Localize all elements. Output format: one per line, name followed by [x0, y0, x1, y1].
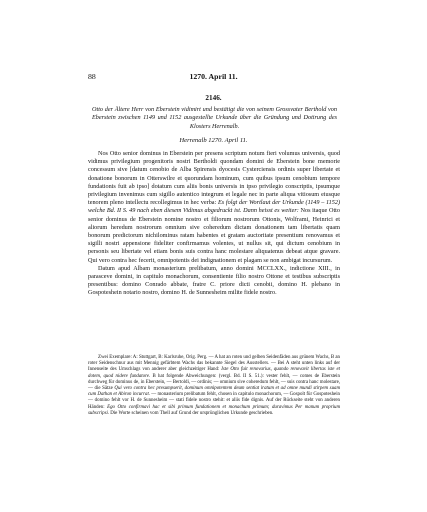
charter-text-part-2: Nos itaque Otto senior dominus de Eberstein nomine nostro et filiorum nostrorum Ottonis, Wolframi, Heinrici et aliorum heredum nostrorum omnium sive coheredum dictam donationem tam libertatis quam bonorum predictorum nichilominus ratam habentes et gratam auctoritate presentium renovamus et sigilli nostri appensione fideliter confirmamus volentes, ut nullus sit, qui dictum cenobium in personis seu libertate vel etiam bonis suis contra hanc molestare aliquatenus debeat atque gravare. Qui vero contra hec fecerit, omnipotentis dei indignationem et plagam se non ambigat incursurum. [88, 207, 340, 264]
dateline: Herrenalb 1270. April 11. [179, 137, 248, 144]
editorial-note: Es folgt der Wortlaut der Urkunde (1149 – 1152) welche Bd. II S. 49 nach eben diesem Vidimus abgedruckt ist. Dann heisst es weiter: [88, 199, 341, 215]
main-paragraph-2: Datum apud Albam monasterium prelibatum, anno domini MCCLXX., indictione XIII., in parasceve domini, in capitulo monachorum, consentiente filio nostro Ottone et testibus subscriptis presentibus: domino Conrado abbate, fratre C. priore dicti cenobii, domino H. plebano in Gospoteshein notario nostro, domino H. de Sunnesheim milite fidele nostro. [88, 264, 340, 297]
footnote-part-2: B hat folgende Abweichungen: (vergl. Bd. II S. 51.): vester fehlt, — comes de Eberstein durchweg für dominus de, in Eberstein, — Bertoldi, — ordinis; — omnium sive coheredum fehlt, — suis contra hanc molestare, — die Sätze [88, 373, 340, 392]
footnote-quote-3: Ego Otto confirmavi hac et sibi primum fundationem et monachum primum; duravimus Per manum proprium subscripsi. [88, 404, 340, 416]
footnote-quote-2: Qui vero contra hec presumpserit, dominum omnipotentem deum sentiat iratum et ad omne mundi stirpem suam cum Dathan et Abiron incurrat. [88, 386, 341, 398]
footnote-part-4: Die Worte scheinen vom Thell auf Grund der ursprünglichen Urkunde geschrieben. [109, 410, 274, 416]
main-paragraph-1 [88, 150, 340, 265]
page-number: 88 [88, 72, 96, 81]
regest-summary: Otto der Ältere Herr von Eberstein vidimirt und bestätigt die von seinem Grossvater Berthold von Eberstein zwischen 1149 und 1152 ausgestellte Urkunde über die Gründung und Dotirung des Klosters Herrenalb. [92, 106, 337, 130]
main-text [88, 150, 340, 298]
footnote-quote-1: Iste Otto fuit renovarius, quando renovavit libertas iste et dotem, quod nidere fundatore. [88, 367, 340, 379]
footnote-paragraph [88, 355, 340, 417]
footnote-part-3: — monasterium prelibatum fehlt, chosen in capitulo monachorum, — Gospolt für Gospoteshein — domino fehlt vor H. de Sunnesheim — stati fidele nostro stehit: et aliis fide dignis. Auf der Rückseite steht von anderen Händen: [88, 392, 341, 410]
document-number: 2146. [205, 94, 222, 102]
running-title: 1270. April 11. [189, 72, 238, 81]
charter-text-part-1: Nos Otto senior dominus in Eberstein per presens scriptum notum fieri volumus universis, quod vidimus privilegium progenitoris nostri Bertholdi quondam domini de Eberstein bone memorie concessum sive [datum cenobio de Alba Spirensis dyocesis Cysterciensis ordinis super libertate et donatione bonorum in Otterswilre et quorundam hominum, cum quibus ipsum cenobium tempore fundationis fuit ab ipso] dotatum cum aliis bonis universis in ipso privilegio conscriptis, ipsumque privilegium invenimus cum sigillo autentico integrum et legale nec in parte aliqua vitiosum eiusque tenorem pleno intellectu recollegimus in hec verba: [88, 150, 340, 207]
footnote [88, 355, 340, 417]
footnote-part-1: Zwei Exemplare: A: Stuttgart, B: Karlsruhe, Orig. Perg. — A hat an roten und gelben Seidenfäden aus grünem Wachs, B an roter Seidenschnur aus mit Mennig gefärbtem Wachs das bekannte Siegel des Ausstellers. — Bei A steht unten links auf der Innenseite des Umschlags von anderer aber gleichzeitiger Hand: [88, 355, 340, 373]
page-header [88, 72, 339, 84]
